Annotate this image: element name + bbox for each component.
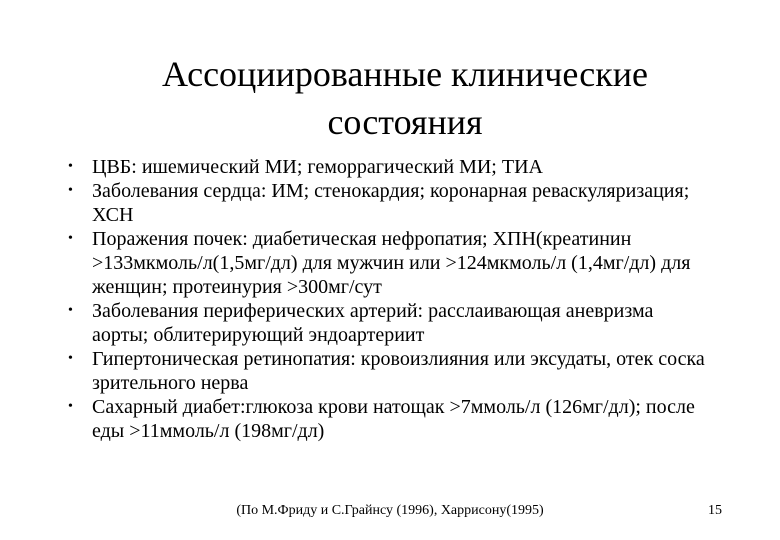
slide-title-line-2: состояния [327, 102, 483, 142]
bullet-dot-icon: • [68, 159, 73, 174]
bullet-list [68, 155, 708, 443]
bullet-text: Поражения почек: диабетическая нефропатия; ХПН(креатинин >133мкмоль/л(1,5мг/дл) для мужчин или >124мкмоль/л (1,4мг/дл) для женщин; протеинурия >300мг/сут [92, 228, 691, 298]
bullet-item-peripheral-arteries [68, 299, 708, 347]
bullet-dot-icon: • [68, 183, 73, 198]
slide-number: 15 [708, 503, 722, 518]
bullet-item-heart-disease [68, 179, 708, 227]
bullet-dot-icon: • [68, 303, 73, 318]
bullet-text: Заболевания периферических артерий: расслаивающая аневризма аорты; облитерирующий эндоартериит [92, 300, 654, 346]
footer-citation: (По М.Фриду и С.Грайнсу (1996), Харрисону(1995) [236, 503, 544, 518]
bullet-item-diabetes [68, 395, 708, 443]
bullet-text: ЦВБ: ишемический МИ; геморрагический МИ; ТИА [92, 156, 543, 178]
bullet-text: Заболевания сердца: ИМ; стенокардия; коронарная реваскуляризация; ХСН [92, 180, 690, 226]
bullet-text: Гипертоническая ретинопатия: кровоизлияния или эксудаты, отек соска зрительного нерва [92, 348, 705, 394]
bullet-text: Сахарный диабет:глюкоза крови натощак >7ммоль/л (126мг/дл); после еды >11ммоль/л (198мг/дл) [92, 396, 695, 442]
bullet-dot-icon: • [68, 231, 73, 246]
bullet-item-retinopathy [68, 347, 708, 395]
bullet-dot-icon: • [68, 351, 73, 366]
slide-title-line-1: Ассоциированные клинические [162, 54, 648, 94]
slide-title [95, 50, 715, 146]
bullet-item-cerebrovascular [68, 155, 708, 179]
bullet-dot-icon: • [68, 399, 73, 414]
bullet-item-kidney-damage [68, 227, 708, 299]
